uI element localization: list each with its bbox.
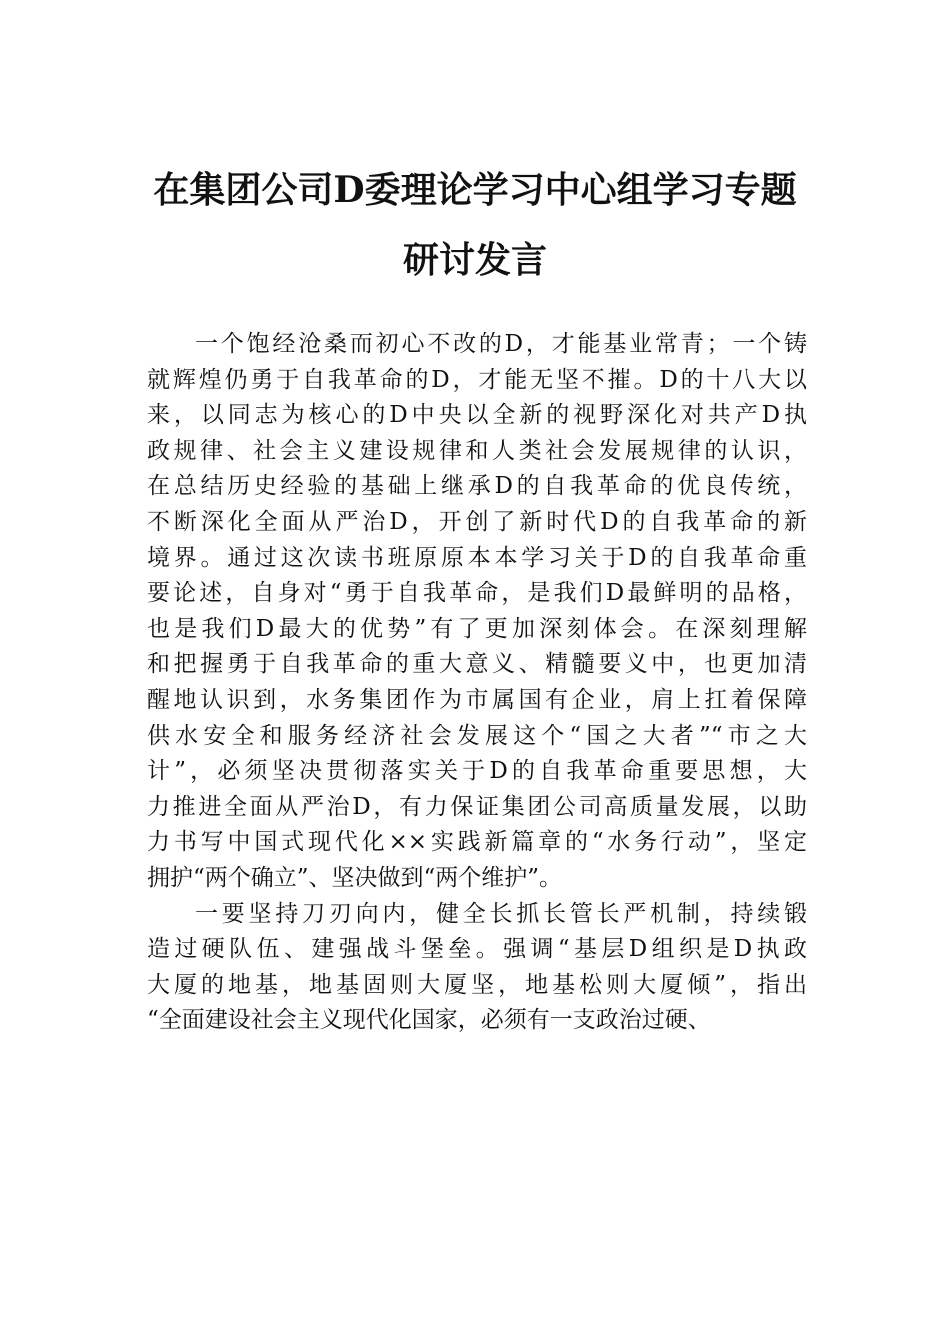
paragraph-line: 一要坚持刀刃向内，健全长抓长管长严机制，持续锻 xyxy=(195,900,807,927)
paragraph-line: 要论述，自身对“勇于自我革命，是我们D最鲜明的品格， xyxy=(147,580,807,607)
paragraph-line: 境界。通过这次读书班原原本本学习关于D的自我革命重 xyxy=(147,544,807,571)
paragraph-line: 计”，必须坚决贯彻落实关于D的自我革命重要思想，大 xyxy=(147,758,807,785)
paragraph-2 xyxy=(147,897,807,1039)
paragraph-line: 力推进全面从严治D，有力保证集团公司高质量发展，以助 xyxy=(147,793,807,820)
document-body xyxy=(147,327,807,1039)
paragraph-line: 大厦的地基，地基固则大厦坚，地基松则大厦倾”，指出 xyxy=(147,971,807,998)
paragraph-1 xyxy=(147,327,807,897)
paragraph-line: 供水安全和服务经济社会发展这个“国之大者”“市之大 xyxy=(147,722,807,749)
paragraph-line: 醒地认识到，水务集团作为市属国有企业，肩上扛着保障 xyxy=(147,686,807,713)
paragraph-line: 造过硬队伍、建强战斗堡垒。强调“基层D组织是D执政 xyxy=(147,936,807,963)
paragraph-line: 也是我们D最大的优势”有了更加深刻体会。在深刻理解 xyxy=(147,615,807,642)
paragraph-line: 拥护“两个确立”、坚决做到“两个维护”。 xyxy=(147,864,563,891)
document-title-line-1: 在集团公司D委理论学习中心组学习专题 xyxy=(153,169,797,211)
paragraph-line: 来，以同志为核心的D中央以全新的视野深化对共产D执 xyxy=(147,402,807,429)
paragraph-line: 和把握勇于自我革命的重大意义、精髓要义中，也更加清 xyxy=(147,651,807,678)
paragraph-line: 力书写中国式现代化××实践新篇章的“水务行动”，坚定 xyxy=(147,829,807,856)
paragraph-line: “全面建设社会主义现代化国家，必须有一支政治过硬、 xyxy=(147,1007,711,1034)
document-title-line-2: 研讨发言 xyxy=(402,239,547,281)
paragraph-line: 一个饱经沧桑而初心不改的D，才能基业常青；一个铸 xyxy=(195,331,807,357)
paragraph-line: 政规律、社会主义建设规律和人类社会发展规律的认识， xyxy=(147,437,807,464)
paragraph-line: 就辉煌仍勇于自我革命的D，才能无坚不摧。D的十八大以 xyxy=(147,366,807,393)
paragraph-line: 不断深化全面从严治D，开创了新时代D的自我革命的新 xyxy=(147,508,807,535)
paragraph-line: 在总结历史经验的基础上继承D的自我革命的优良传统， xyxy=(147,473,807,500)
